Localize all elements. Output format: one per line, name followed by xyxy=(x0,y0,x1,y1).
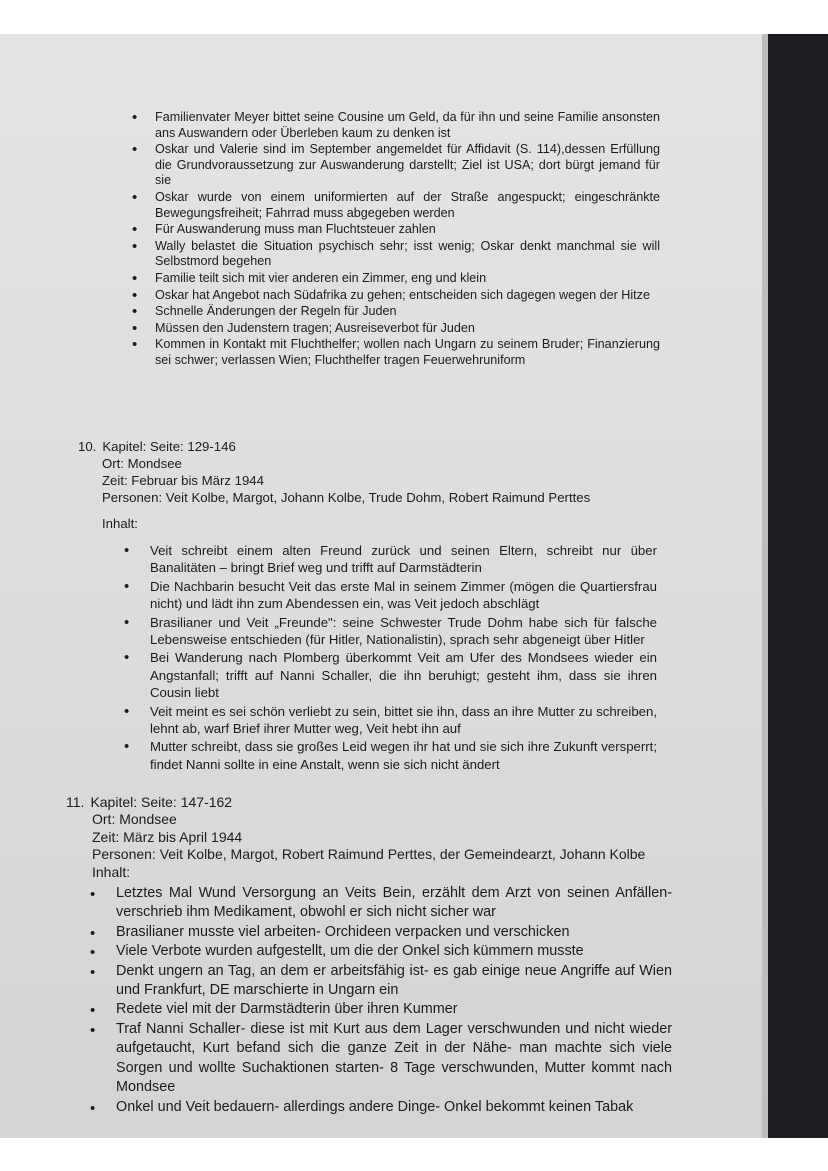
list-item: • Kommen in Kontakt mit Fluchthelfer; wollen nach Ungarn zu seinem Bruder; Finanzierung sei schwer; verlassen Wien; Fluchthelfer tragen Feuerwehruniform xyxy=(130,337,660,368)
chapter11-zeit: Zeit: März bis April 1944 xyxy=(92,828,243,845)
chapter11-content-list xyxy=(92,884,672,1117)
chapter11-personen: Personen: Veit Kolbe, Margot, Robert Raimund Perttes, der Gemeindearzt, Johann Kolbe xyxy=(92,846,646,863)
chapter10-number: 10. xyxy=(78,439,97,454)
list-item: • Müssen den Judenstern tragen; Ausreiseverbot für Juden xyxy=(130,321,660,337)
list-item: • Letztes Mal Wund Versorgung an Veits Bein, erzählt dem Arzt von seinen Anfällen- verschrieb ihm Medikament, obwohl er sich nicht sicher war xyxy=(92,884,672,923)
list-item: • Für Auswanderung muss man Fluchtsteuer zahlen xyxy=(130,222,660,238)
list-item: • Veit schreibt einem alten Freund zurück und seinen Eltern, schreibt nur über Banalitäten – bringt Brief weg und trifft auf Darmstädterin xyxy=(122,542,657,577)
chapter11-inhalt-label: Inhalt: xyxy=(92,863,131,880)
chapter11-number: 11. xyxy=(66,794,85,810)
list-item: • Mutter schreibt, dass sie großes Leid wegen ihr hat und sie sich ihre Zukunft versperrt; findet Nanni sollte in eine Anstalt, wenn sie sich nicht ändert xyxy=(122,738,657,773)
chapter10-section xyxy=(78,438,698,774)
chapter11-section xyxy=(66,794,706,1117)
list-item: • Die Nachbarin besucht Veit das erste Mal in seinem Zimmer (mögen die Quartiersfrau nicht) und lädt ihn zum Abendessen ein, was Veit jedoch abschlägt xyxy=(122,578,657,613)
chapter10-inhalt-label: Inhalt: xyxy=(102,516,138,531)
list-item: • Viele Verbote wurden aufgestellt, um die der Onkel sich kümmern musste xyxy=(92,942,672,961)
list-item: • Wally belastet die Situation psychisch sehr; isst wenig; Oskar denkt manchmal sie will Selbstmord begehen xyxy=(130,239,660,270)
chapter11-ort: Ort: Mondsee xyxy=(92,811,177,828)
chapter10-ort: Ort: Mondsee xyxy=(102,456,182,471)
list-item: • Oskar hat Angebot nach Südafrika zu gehen; entscheiden sich dagegen wegen der Hitze xyxy=(130,288,660,304)
chapter10-personen: Personen: Veit Kolbe, Margot, Johann Kolbe, Trude Dohm, Robert Raimund Perttes xyxy=(102,490,591,505)
list-item: • Bei Wanderung nach Plomberg überkommt Veit am Ufer des Mondsees wieder ein Angstanfall; trifft auf Nanni Schaller, die ihn beruhigt; gesteht ihm, dass sie ihren Cousin liebt xyxy=(122,649,657,701)
page-edge-background xyxy=(762,34,828,1138)
chapter11-heading xyxy=(66,794,706,811)
list-item: • Oskar wurde von einem uniformierten auf der Straße angespuckt; eingeschränkte Bewegungsfreiheit; Fahrrad muss abgegeben werden xyxy=(130,190,660,221)
document-page xyxy=(0,34,762,1138)
chapter11-title: Kapitel: Seite: 147-162 xyxy=(90,794,233,810)
list-item: • Brasilianer musste viel arbeiten- Orchideen verpacken und verschicken xyxy=(92,923,672,942)
list-item: • Traf Nanni Schaller- diese ist mit Kurt aus dem Lager verschwunden und nicht wieder aufgetaucht, Kurt befand sich die ganze Zeit in der Nähe- man machte sich viele Sorgen und wollte Suchaktionen starten- 8 Tage verschwunden, Mutter kommt nach Mondsee xyxy=(92,1020,672,1098)
chapter10-title: Kapitel: Seite: 129-146 xyxy=(102,439,236,454)
list-item: • Brasilianer und Veit „Freunde": seine Schwester Trude Dohm habe sich für falsche Lebensweise entschieden (für Hitler, Nationalistin), sprach sehr abgeneigt über Hitler xyxy=(122,614,657,649)
list-item: • Denkt ungern an Tag, an dem er arbeitsfähig ist- es gab einige neue Angriffe auf Wien und Frankfurt, DE marschierte in Ungarn ein xyxy=(92,962,672,1001)
list-item: • Schnelle Änderungen der Regeln für Juden xyxy=(130,304,660,320)
chapter10-content-list xyxy=(122,542,657,773)
chapter10-heading xyxy=(78,438,698,455)
chapter9-content-list xyxy=(130,110,660,370)
list-item: • Familie teilt sich mit vier anderen ein Zimmer, eng und klein xyxy=(130,271,660,287)
list-item: • Oskar und Valerie sind im September angemeldet für Affidavit (S. 114),dessen Erfüllung die Grundvoraussetzung zur Auswanderung darstellt; Ziel ist USA; dort bürgt jemand für sie xyxy=(130,142,660,189)
list-item: • Onkel und Veit bedauern- allerdings andere Dinge- Onkel bekommt keinen Tabak xyxy=(92,1098,672,1117)
chapter10-zeit: Zeit: Februar bis März 1944 xyxy=(102,473,264,488)
list-item: • Veit meint es sei schön verliebt zu sein, bittet sie ihn, dass an ihre Mutter zu schreiben, lehnt ab, warf Brief ihrer Mutter weg, Veit hebt ihn auf xyxy=(122,703,657,738)
list-item: • Familienvater Meyer bittet seine Cousine um Geld, da für ihn und seine Familie ansonsten ans Auswandern oder Überleben kaum zu denken ist xyxy=(130,110,660,141)
list-item: • Redete viel mit der Darmstädterin über ihren Kummer xyxy=(92,1000,672,1019)
